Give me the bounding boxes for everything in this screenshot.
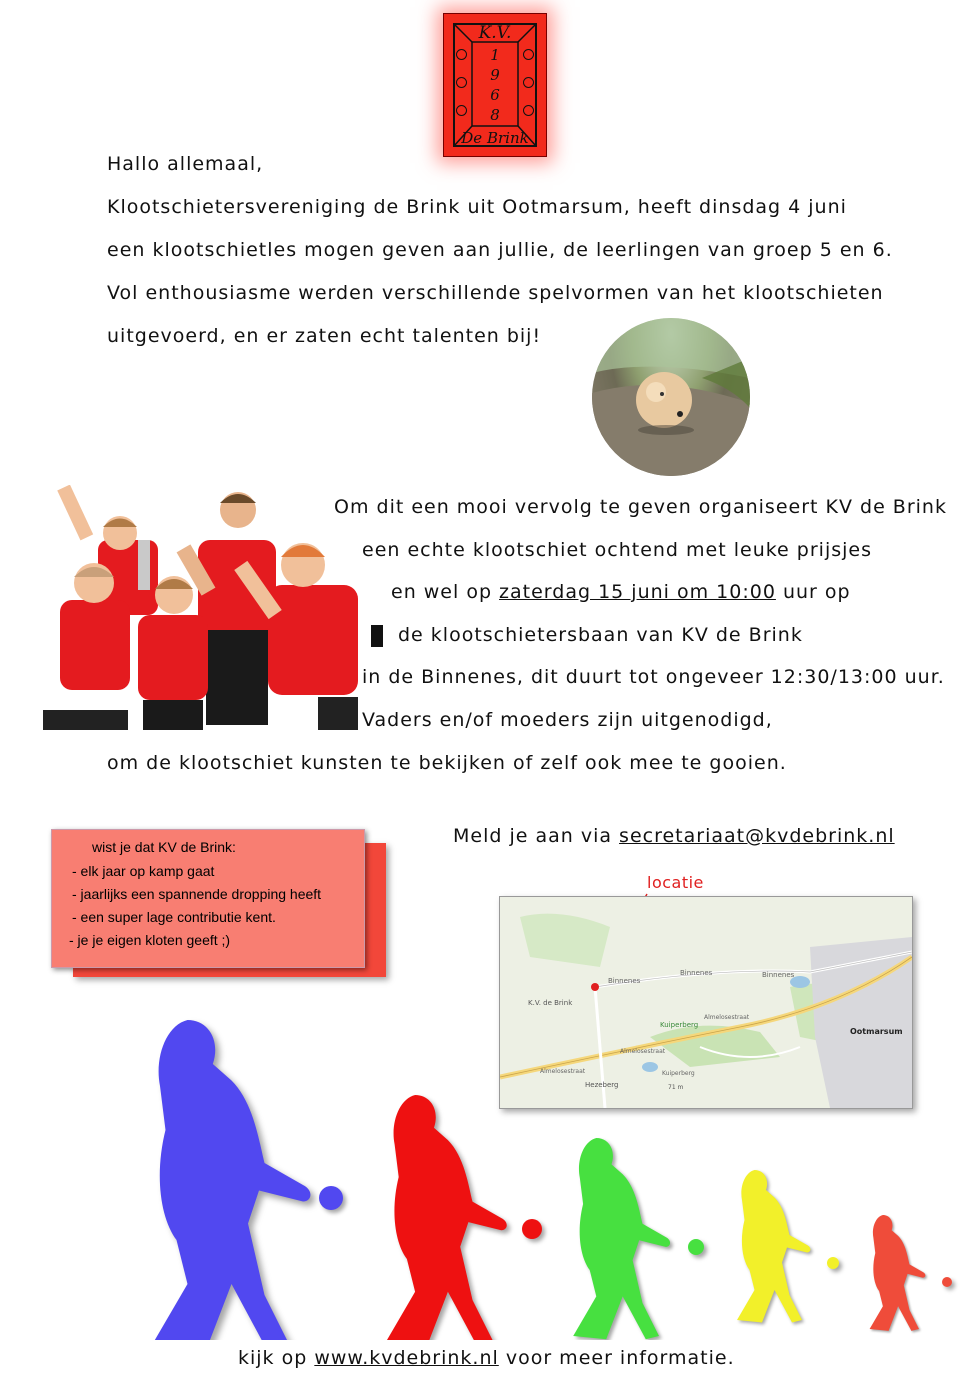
fact-box-title: wist je dat KV de Brink: [92,839,236,855]
ball-photo-illustration [592,318,750,476]
invite-line: Vaders en/of moeders zijn uitgenodigd, [362,709,773,731]
signup-line [453,825,895,847]
logo-ornament-icon [456,105,467,116]
invite-text: uur op [775,581,851,603]
map-label: Ootmarsum [850,1027,903,1036]
fact-item: - een super lage contributie kent. [72,909,276,925]
invite-line: om de klootschiet kunsten te bekijken of zelf ook mee te gooien. [107,752,787,774]
invite-line: een echte klootschiet ochtend met leuke prijsjes [362,539,872,561]
intro-line: een klootschietles mogen geven aan jullie, de leerlingen van groep 5 en 6. [107,239,893,261]
ball-orange-icon [942,1277,952,1287]
logo-top-text: K.V. [478,23,512,43]
ball-yellow-icon [827,1257,839,1269]
map-label: Almelosestraat [620,1048,666,1055]
invite-line: in de Binnenes, dit duurt tot ongeveer 12:30/13:00 uur. [362,666,945,688]
map-label: Binnenes [762,971,795,979]
club-logo [443,13,547,157]
fact-item: - je je eigen kloten geeft ;) [69,932,231,948]
thrower-orange-figure [870,1215,926,1331]
logo-bottom-text: De Brink [461,129,529,147]
logo-ornament-icon [456,49,467,60]
thrower-green-figure [573,1138,670,1339]
logo-ornament-icon [523,77,534,88]
intro-line: Klootschietersvereniging de Brink uit Ootmarsum, heeft dinsdag 4 juni [107,196,847,218]
footer-line [238,1347,735,1369]
intro-line: uitgevoerd, en er zaten echt talenten bij! [107,325,542,347]
invite-date-line [391,581,851,603]
kids-photo [38,485,383,730]
fact-box [51,829,365,968]
map-label: Kuiperberg [660,1021,699,1029]
logo-digit: 8 [490,106,500,124]
ball-red-icon [522,1219,542,1239]
signup-email-link[interactable]: secretariaat@kvdebrink.nl [619,825,895,847]
invite-text: en wel op [391,581,500,603]
map-label: K.V. de Brink [528,999,573,1007]
ball-green-icon [688,1239,704,1255]
footer-text: kijk op [238,1347,315,1369]
map-label: 71 m [668,1084,684,1091]
logo-ornament-icon [456,77,467,88]
event-date: zaterdag 15 juni om 10:00 [499,581,776,603]
logo-digit: 9 [490,66,500,84]
signup-text: Meld je aan via [453,825,620,847]
fact-item: - elk jaar op kamp gaat [72,863,215,879]
map-label: Binnenes [608,977,641,985]
map-callout-label: locatie [647,873,704,892]
logo-digit: 1 [490,46,500,64]
map-label: Almelosestraat [540,1068,586,1075]
logo-ornament-icon [523,105,534,116]
greeting: Hallo allemaal, [107,153,264,175]
logo-digit: 6 [490,86,500,104]
map-label: Kuiperberg [662,1070,695,1077]
ball-blue-icon [319,1186,343,1210]
map-label: Binnenes [680,969,713,977]
footer-text: voor meer informatie. [498,1347,735,1369]
thrower-yellow-figure [737,1170,810,1323]
thrower-red-figure [386,1095,506,1340]
logo-ornament-icon [523,49,534,60]
throwers-illustration [0,1010,980,1340]
website-link[interactable]: www.kvdebrink.nl [314,1347,499,1369]
invite-line: Om dit een mooi vervolg te geven organiseert KV de Brink [334,496,947,518]
thrower-blue-figure [149,1020,310,1340]
invite-line: de klootschietersbaan van KV de Brink [398,624,803,646]
fact-item: - jaarlijks een spannende dropping heeft [72,886,322,902]
map-label: Hezeberg [585,1081,619,1089]
intro-line: Vol enthousiasme werden verschillende spelvormen van het klootschieten [107,282,884,304]
kloot-ball-photo [592,318,750,476]
map-label: Almelosestraat [704,1014,750,1021]
